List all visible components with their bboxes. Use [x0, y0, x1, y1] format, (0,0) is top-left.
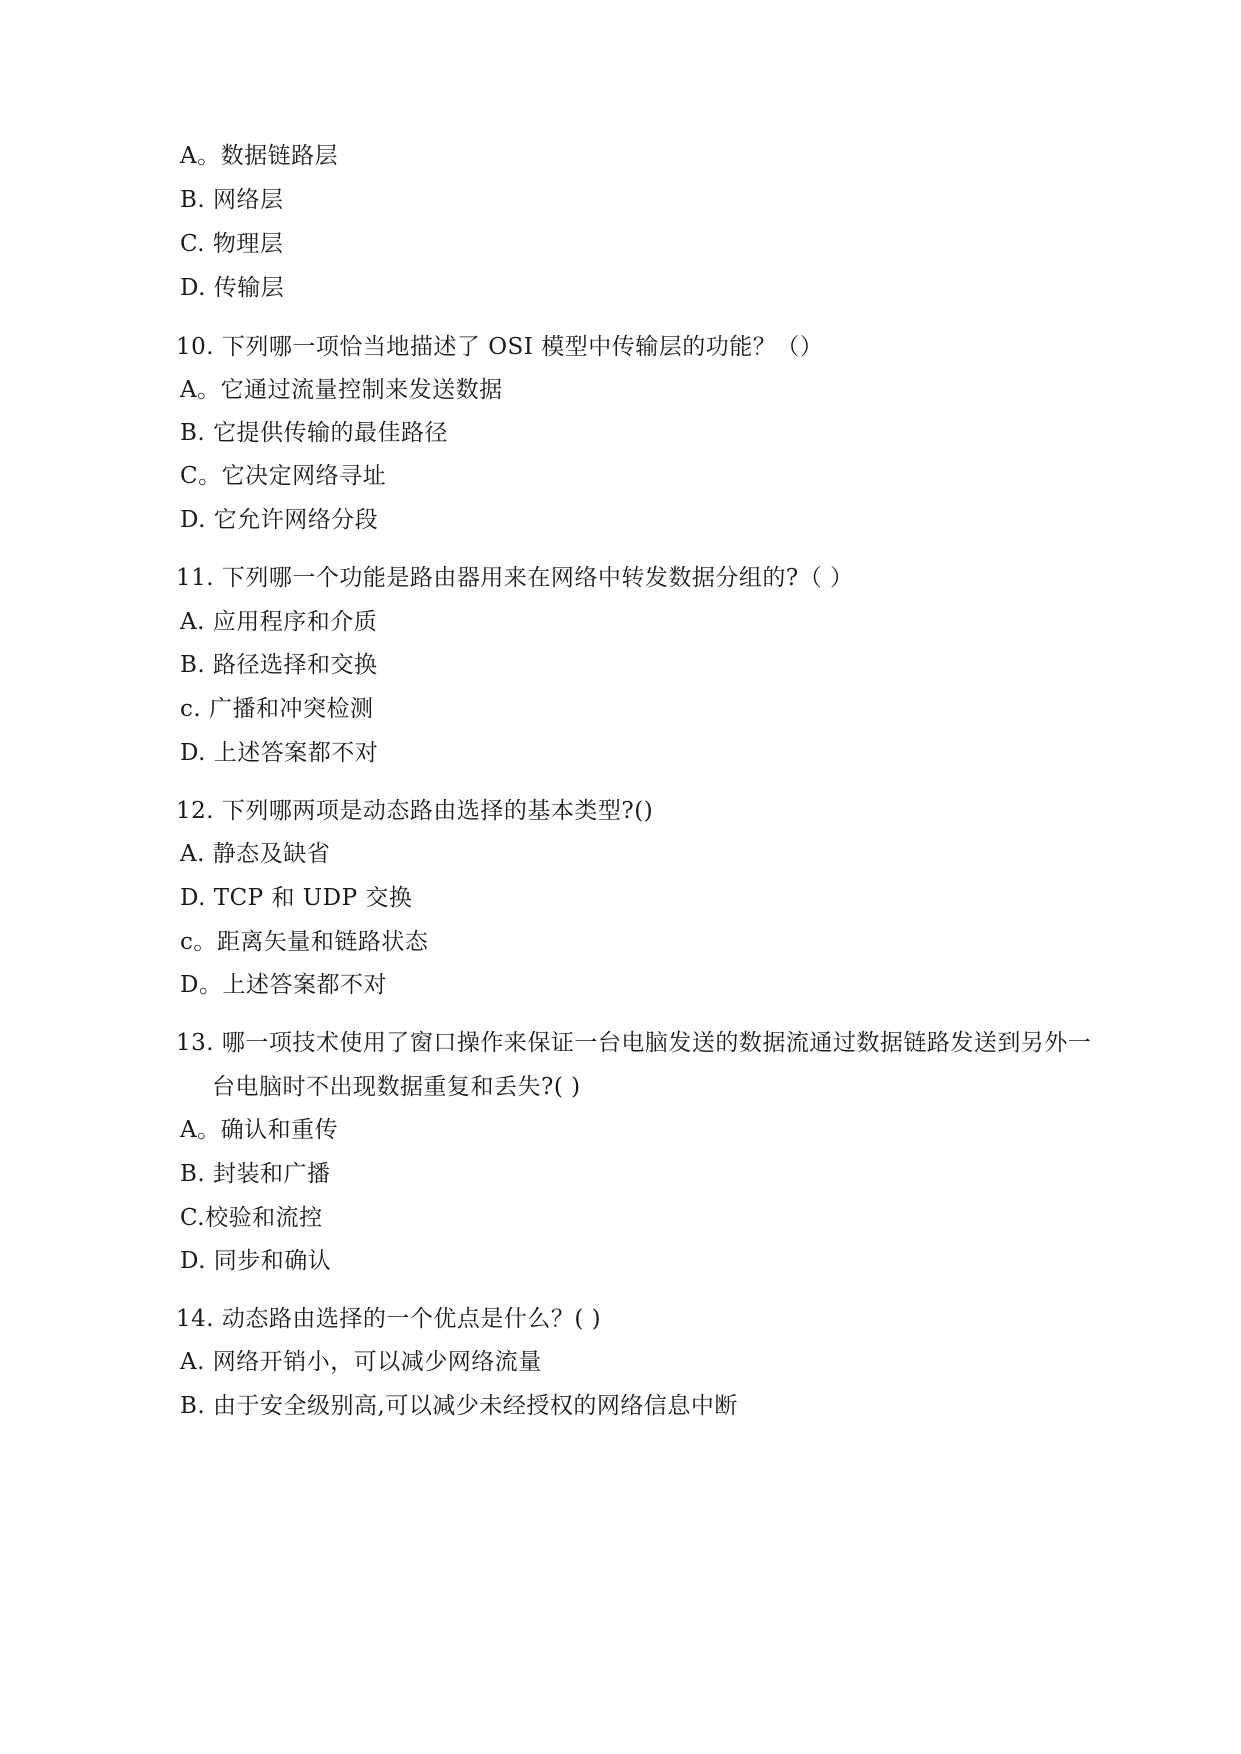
option-9b: B. 网络层 — [180, 187, 284, 213]
option-11a: A. 应用程序和介质 — [180, 609, 378, 635]
option-14b: B. 由于安全级别高,可以减少未经授权的网络信息中断 — [180, 1393, 738, 1419]
option-13d: D. 同步和确认 — [180, 1248, 332, 1274]
option-13a: A。确认和重传 — [180, 1117, 339, 1143]
question-14: 14. 动态路由选择的一个优点是什么？( ) — [176, 1306, 602, 1332]
question-10: 10. 下列哪一项恰当地描述了 OSI 模型中传输层的功能？（） — [176, 334, 824, 360]
option-13b: B. 封装和广播 — [180, 1161, 331, 1187]
option-9c: C. 物理层 — [180, 231, 284, 257]
option-12c: c。距离矢量和链路状态 — [180, 929, 429, 955]
option-10a: A。它通过流量控制来发送数据 — [180, 377, 503, 403]
option-9d: D. 传输层 — [180, 275, 285, 301]
option-14a: A. 网络开销小，可以减少网络流量 — [180, 1349, 542, 1375]
question-13-continuation: 台电脑时不出现数据重复和丢失?( ) — [212, 1074, 581, 1100]
option-13c: C.校验和流控 — [180, 1205, 323, 1231]
question-13: 13. 哪一项技术使用了窗口操作来保证一台电脑发送的数据流通过数据链路发送到另外一 — [176, 1030, 1092, 1056]
option-12a: A. 静态及缺省 — [180, 841, 331, 867]
option-11c: c. 广播和冲突检测 — [180, 696, 374, 722]
question-11: 11. 下列哪一个功能是路由器用来在网络中转发数据分组的?（ ） — [176, 565, 854, 591]
option-10d: D. 它允许网络分段 — [180, 507, 379, 533]
option-9a: A。数据链路层 — [180, 143, 339, 169]
option-12d: D。上述答案都不对 — [180, 972, 387, 998]
option-12b: D. TCP 和 UDP 交换 — [180, 885, 413, 911]
option-11d: D. 上述答案都不对 — [180, 740, 379, 766]
option-11b: B. 路径选择和交换 — [180, 652, 378, 678]
option-10c: C。它决定网络寻址 — [180, 463, 387, 489]
question-12: 12. 下列哪两项是动态路由选择的基本类型?() — [176, 798, 654, 824]
option-10b: B. 它提供传输的最佳路径 — [180, 420, 449, 446]
